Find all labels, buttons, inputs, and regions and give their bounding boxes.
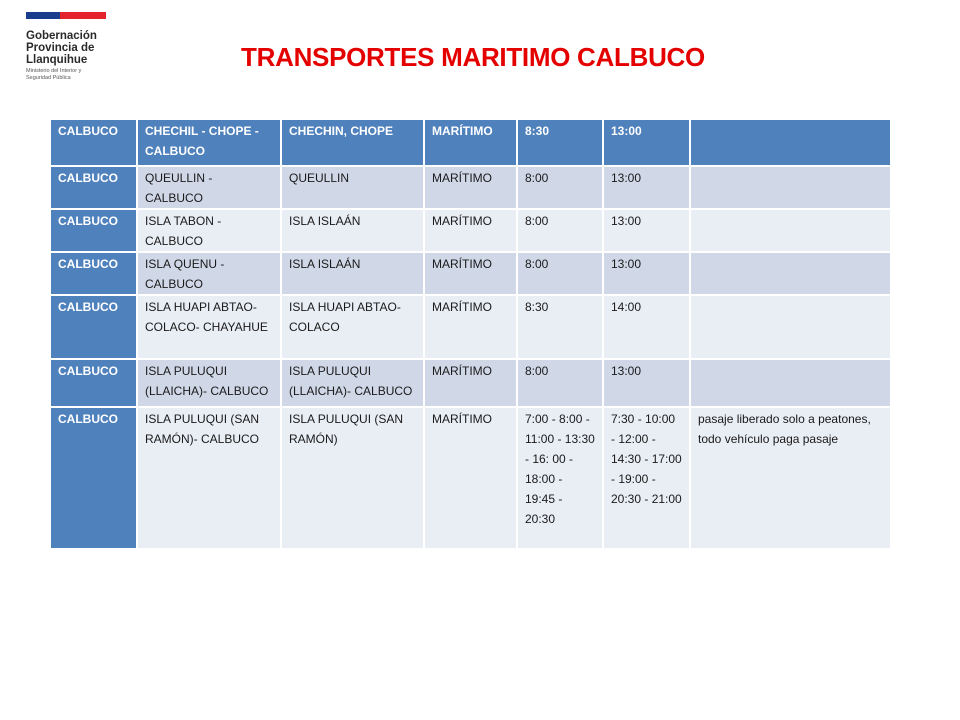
cell-origen: ISLA ISLAÁN	[281, 209, 424, 252]
cell-tipo: MARÍTIMO	[424, 166, 517, 209]
cell-ruta: CHECHIL - CHOPE - CALBUCO	[137, 119, 281, 166]
cell-regreso: 13:00	[603, 209, 690, 252]
cell-salida: 8:00	[517, 359, 603, 407]
flag-blue-stripe	[26, 12, 60, 19]
cell-origen: ISLA HUAPI ABTAO- COLACO	[281, 295, 424, 359]
table-row	[50, 119, 891, 166]
cell-comuna: CALBUCO	[50, 295, 137, 359]
logo-line: Provincia de	[26, 42, 95, 54]
cell-salida: 8:00	[517, 166, 603, 209]
cell-ruta: ISLA PULUQUI (SAN RAMÓN)- CALBUCO	[137, 407, 281, 549]
cell-ruta: ISLA PULUQUI (LLAICHA)- CALBUCO	[137, 359, 281, 407]
cell-ruta: ISLA TABON - CALBUCO	[137, 209, 281, 252]
cell-regreso: 13:00	[603, 359, 690, 407]
cell-comuna: CALBUCO	[50, 166, 137, 209]
cell-tipo: MARÍTIMO	[424, 209, 517, 252]
cell-salida: 8:30	[517, 295, 603, 359]
cell-comuna: CALBUCO	[50, 359, 137, 407]
cell-comuna: CALBUCO	[50, 209, 137, 252]
table-row	[50, 359, 891, 407]
cell-obs	[690, 119, 891, 166]
table-row	[50, 252, 891, 295]
cell-tipo: MARÍTIMO	[424, 359, 517, 407]
cell-origen: ISLA PULUQUI (LLAICHA)- CALBUCO	[281, 359, 424, 407]
cell-ruta: QUEULLIN - CALBUCO	[137, 166, 281, 209]
logo-line: Gobernación	[26, 30, 97, 42]
logo-sub-line: Seguridad Pública	[26, 74, 71, 81]
table-row	[50, 209, 891, 252]
flag-bar	[26, 12, 106, 19]
cell-obs	[690, 252, 891, 295]
flag-red-stripe	[60, 12, 106, 19]
cell-origen: ISLA PULUQUI (SAN RAMÓN)	[281, 407, 424, 549]
cell-origen: CHECHIN, CHOPE	[281, 119, 424, 166]
cell-tipo: MARÍTIMO	[424, 252, 517, 295]
cell-ruta: ISLA HUAPI ABTAO- COLACO- CHAYAHUE	[137, 295, 281, 359]
cell-salida: 8:00	[517, 252, 603, 295]
cell-regreso: 14:00	[603, 295, 690, 359]
cell-regreso: 13:00	[603, 119, 690, 166]
cell-regreso: 7:30 - 10:00 - 12:00 - 14:30 - 17:00 - 19:00 - 20:30 - 21:00	[603, 407, 690, 549]
cell-obs	[690, 295, 891, 359]
cell-salida: 8:30	[517, 119, 603, 166]
page-title: TRANSPORTES MARITIMO CALBUCO	[241, 42, 705, 72]
schedule-table	[49, 118, 892, 550]
cell-comuna: CALBUCO	[50, 119, 137, 166]
cell-tipo: MARÍTIMO	[424, 407, 517, 549]
cell-comuna: CALBUCO	[50, 252, 137, 295]
cell-obs: pasaje liberado solo a peatones, todo vehículo paga pasaje	[690, 407, 891, 549]
cell-salida: 7:00 - 8:00 - 11:00 - 13:30 - 16: 00 - 18:00 - 19:45 - 20:30	[517, 407, 603, 549]
cell-regreso: 13:00	[603, 252, 690, 295]
table-row	[50, 407, 891, 549]
cell-obs	[690, 209, 891, 252]
cell-origen: ISLA ISLAÁN	[281, 252, 424, 295]
cell-ruta: ISLA QUENU - CALBUCO	[137, 252, 281, 295]
cell-tipo: MARÍTIMO	[424, 119, 517, 166]
cell-origen: QUEULLIN	[281, 166, 424, 209]
cell-obs	[690, 359, 891, 407]
logo-sub-line: Ministerio del Interior y	[26, 68, 82, 74]
cell-tipo: MARÍTIMO	[424, 295, 517, 359]
cell-obs	[690, 166, 891, 209]
table-row	[50, 295, 891, 359]
cell-salida: 8:00	[517, 209, 603, 252]
cell-comuna: CALBUCO	[50, 407, 137, 549]
table-row	[50, 166, 891, 209]
cell-regreso: 13:00	[603, 166, 690, 209]
logo-line: Llanquihue	[26, 54, 88, 66]
